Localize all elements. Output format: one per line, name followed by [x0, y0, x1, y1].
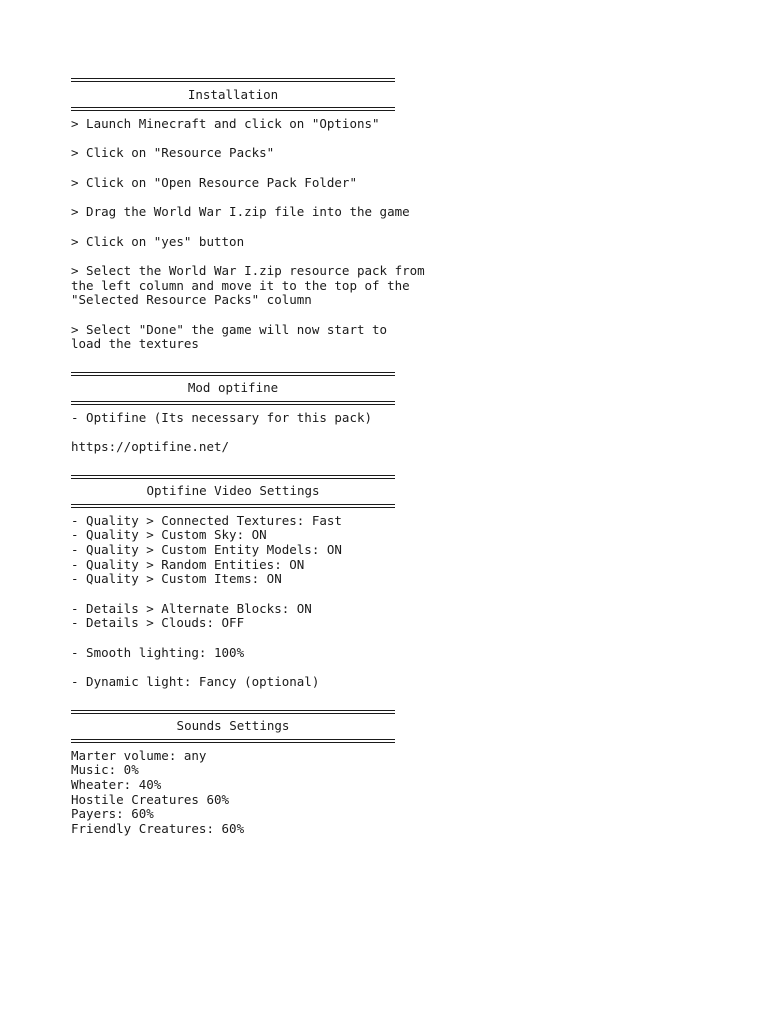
sound-setting: Marter volume: any	[71, 747, 207, 763]
mod-optifine-title: Mod optifine	[187, 380, 279, 396]
sound-setting: Music: 0%	[71, 762, 139, 778]
section-divider	[71, 499, 395, 514]
section-divider	[71, 705, 395, 720]
quality-setting: - Quality > Custom Entity Models: ON	[71, 542, 342, 557]
optifine-note: - Optifine (Its necessary for this pack)	[71, 409, 373, 425]
install-step-7-line-2: load the textures	[71, 336, 199, 352]
install-step-5: > Click on "yes" button	[71, 233, 245, 249]
smooth-lighting-setting: - Smooth lighting: 100%	[71, 644, 245, 660]
install-step-6-line-3: "Selected Resource Packs" column	[71, 292, 312, 308]
install-step-7-line-1: > Select "Done" the game will now start to	[71, 321, 388, 337]
sound-setting: Friendly Creatures: 60%	[71, 821, 245, 837]
install-step-1: > Launch Minecraft and click on "Options"	[71, 116, 380, 132]
section-divider	[71, 396, 395, 411]
details-setting: - Details > Clouds: OFF	[71, 615, 245, 631]
dynamic-light-setting: - Dynamic light: Fancy (optional)	[71, 674, 320, 690]
quality-setting: - Quality > Custom Items: ON	[71, 571, 282, 587]
sounds-settings-title: Sounds Settings	[176, 718, 290, 734]
quality-setting: - Quality > Random Entities: ON	[71, 556, 305, 572]
install-step-6-line-1: > Select the World War I.zip resource pack from	[71, 262, 425, 278]
install-step-6-line-2: the left column and move it to the top of the	[71, 277, 410, 293]
section-divider	[71, 734, 395, 749]
sound-setting: Wheater: 40%	[71, 777, 162, 792]
installation-title: Installation	[187, 86, 279, 102]
quality-setting: - Quality > Connected Textures: Fast	[71, 512, 342, 528]
sound-setting: Payers: 60%	[71, 806, 154, 822]
video-settings-title: Optifine Video Settings	[146, 483, 320, 499]
section-divider	[71, 470, 395, 485]
install-step-4: > Drag the World War I.zip file into the game	[71, 204, 410, 220]
optifine-link[interactable]: https://optifine.net/	[71, 439, 230, 455]
install-step-3: > Click on "Open Resource Pack Folder"	[71, 174, 357, 190]
quality-setting: - Quality > Custom Sky: ON	[71, 527, 267, 543]
section-divider	[71, 73, 395, 88]
section-divider	[71, 102, 395, 117]
section-divider	[71, 367, 395, 382]
install-step-2: > Click on "Resource Packs"	[71, 145, 275, 161]
details-setting: - Details > Alternate Blocks: ON	[71, 600, 312, 616]
sound-setting: Hostile Creatures 60%	[71, 791, 230, 807]
